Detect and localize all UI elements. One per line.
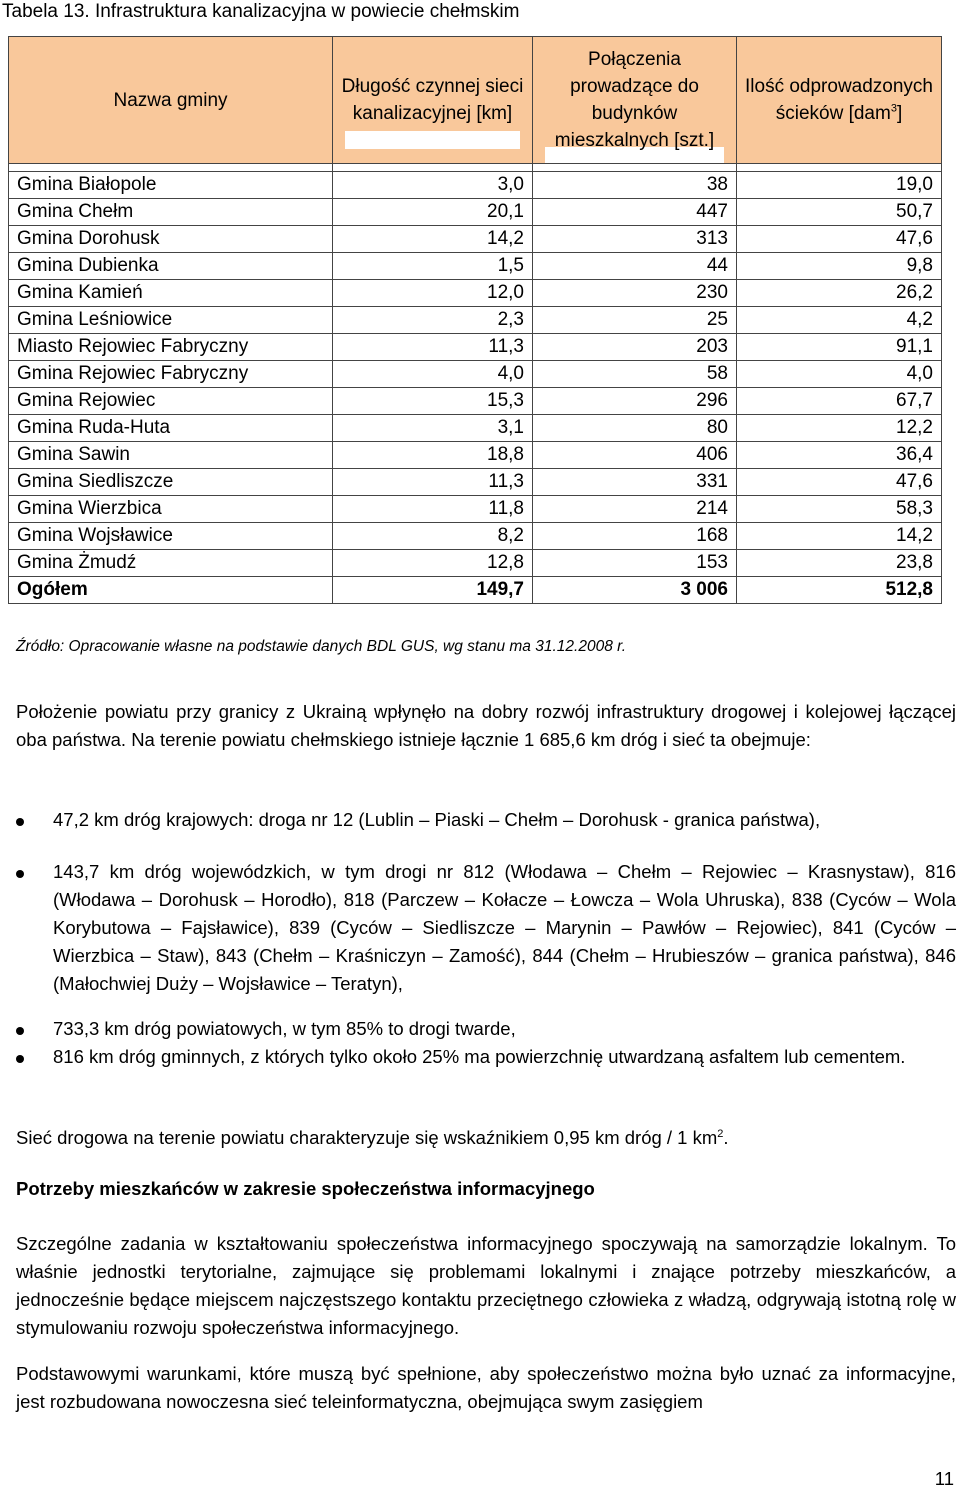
cell-sewage-volume: 12,2	[737, 415, 942, 442]
cell-network-length: 11,8	[333, 496, 533, 523]
source-note: Źródło: Opracowanie własne na podstawie danych BDL GUS, wg stanu ma 31.12.2008 r.	[16, 638, 627, 655]
cell-connections: 203	[533, 334, 737, 361]
cell-municipality: Gmina Chełm	[9, 199, 333, 226]
list-item: 733,3 km dróg powiatowych, w tym 85% to drogi twarde,	[16, 1015, 956, 1043]
paragraph-roads-intro: Położenie powiatu przy granicy z Ukrainą wpłynęło na dobry rozwój infrastruktury drogowej i kolejowej łączącej oba państwa. Na terenie powiatu chełmskiego istnieje łącznie 1 685,6 km dróg i sieć ta obejmuje:	[16, 701, 956, 750]
cell-sewage-volume: 512,8	[737, 577, 942, 604]
cell-sewage-volume: 36,4	[737, 442, 942, 469]
table-row	[9, 307, 942, 334]
cell-sewage-volume: 4,0	[737, 361, 942, 388]
cell-sewage-volume: 14,2	[737, 523, 942, 550]
cell-municipality: Gmina Wojsławice	[9, 523, 333, 550]
paragraph-road-density: Sieć drogowa na terenie powiatu charakteryzuje się wskaźnikiem 0,95 km dróg / 1 $km^2$.	[16, 1127, 729, 1148]
list-item: 143,7 km dróg wojewódzkich, w tym drogi nr 812 (Włodawa – Chełm – Rejowiec – Krasnystaw), 816 (Włodawa – Dorohusk – Horodło), 818 (Parczew – Kołacze – Łowcza – Wola Uhruska), 838 (Cyców – Wola Korybutowa – Fajsławice), 839 (Cyców – Siedliszcze – Marynin – Pawłów – Rejowiec), 841 (Cyców – Wierzbica – Staw), 843 (Chełm – Kraśniczyn – Zamość), 844 (Chełm – Hrubieszów – granica państwa), 846 (Małochwiej Duży – Wojsławice – Teratyn),	[16, 858, 956, 998]
cell-network-length: 20,1	[333, 199, 533, 226]
table-total-row	[9, 577, 942, 604]
cell-municipality: Miasto Rejowiec Fabryczny	[9, 334, 333, 361]
table-row	[9, 415, 942, 442]
header-connections: Połączenia prowadzące do budynków mieszkalnych [szt.]	[533, 37, 737, 164]
cell-connections: 296	[533, 388, 737, 415]
cell-municipality: Gmina Dorohusk	[9, 226, 333, 253]
cell-connections: 58	[533, 361, 737, 388]
cell-municipality: Gmina Kamień	[9, 280, 333, 307]
cell-municipality: Gmina Sawin	[9, 442, 333, 469]
cell-municipality: Gmina Ruda-Huta	[9, 415, 333, 442]
list-item: 816 km dróg gminnych, z których tylko około 25% ma powierzchnię utwardzaną asfaltem lub cementem.	[16, 1043, 956, 1071]
table-header-row	[9, 37, 942, 164]
table-row	[9, 361, 942, 388]
table-row	[9, 280, 942, 307]
cell-connections: 38	[533, 172, 737, 199]
table-row	[9, 496, 942, 523]
cell-municipality: Gmina Białopole	[9, 172, 333, 199]
cell-municipality: Gmina Rejowiec Fabryczny	[9, 361, 333, 388]
cell-connections: 80	[533, 415, 737, 442]
bullet-icon	[16, 818, 24, 826]
cell-connections: 331	[533, 469, 737, 496]
cell-sewage-volume: 4,2	[737, 307, 942, 334]
header-network-length: Długość czynnej sieci kanalizacyjnej [km]	[333, 37, 533, 164]
cell-municipality: Gmina Dubienka	[9, 253, 333, 280]
cell-network-length: 8,2	[333, 523, 533, 550]
cell-connections: 168	[533, 523, 737, 550]
cell-network-length: 1,5	[333, 253, 533, 280]
cell-network-length: 15,3	[333, 388, 533, 415]
sewerage-table	[8, 36, 942, 604]
cell-network-length: 2,3	[333, 307, 533, 334]
cell-sewage-volume: 9,8	[737, 253, 942, 280]
roads-bullet-list-3	[16, 1015, 956, 1071]
list-item: 47,2 km dróg krajowych: droga nr 12 (Lublin – Piaski – Chełm – Dorohusk - granica państwa),	[16, 806, 956, 834]
cell-sewage-volume: 47,6	[737, 226, 942, 253]
table-row	[9, 523, 942, 550]
table-row	[9, 199, 942, 226]
cell-network-length: 14,2	[333, 226, 533, 253]
table-caption: Tabela 13. Infrastruktura kanalizacyjna w powiecie chełmskim	[2, 1, 520, 22]
table-row	[9, 442, 942, 469]
cell-connections: 214	[533, 496, 737, 523]
cell-sewage-volume: 58,3	[737, 496, 942, 523]
cell-connections: 3 006	[533, 577, 737, 604]
cell-network-length: 18,8	[333, 442, 533, 469]
cell-municipality: Gmina Leśniowice	[9, 307, 333, 334]
paragraph-local-government: Szczególne zadania w kształtowaniu społeczeństwa informacyjnego spoczywają na samorządzie lokalnym. To właśnie jednostki terytorialne, zajmujące się problemami lokalnymi i znające potrzeby mieszkańców, a jednocześnie będące miejscem najczęstszego kontaktu przeciętnego człowieka z władzą, odgrywają istotną rolę w stymulowaniu rozwoju społeczeństwa informacyjnego.	[16, 1233, 956, 1338]
cell-municipality: Ogółem	[9, 577, 333, 604]
header-sewage-volume: Ilość odprowadzonych ścieków [dam$^3$]	[737, 37, 942, 164]
table-row	[9, 388, 942, 415]
spacer-row	[9, 164, 942, 172]
bullet-icon	[16, 1027, 24, 1035]
table-row	[9, 226, 942, 253]
table-row	[9, 334, 942, 361]
cell-network-length: 12,8	[333, 550, 533, 577]
cell-network-length: 12,0	[333, 280, 533, 307]
cell-sewage-volume: 67,7	[737, 388, 942, 415]
cell-municipality: Gmina Wierzbica	[9, 496, 333, 523]
roads-bullet-list	[16, 806, 956, 834]
cell-connections: 230	[533, 280, 737, 307]
page-number: 11	[934, 1468, 954, 1489]
cell-sewage-volume: 23,8	[737, 550, 942, 577]
cell-connections: 44	[533, 253, 737, 280]
cell-network-length: 3,1	[333, 415, 533, 442]
cell-network-length: 3,0	[333, 172, 533, 199]
cell-network-length: 11,3	[333, 469, 533, 496]
cell-connections: 447	[533, 199, 737, 226]
cell-sewage-volume: 26,2	[737, 280, 942, 307]
cell-sewage-volume: 50,7	[737, 199, 942, 226]
cell-sewage-volume: 91,1	[737, 334, 942, 361]
cell-sewage-volume: 47,6	[737, 469, 942, 496]
cell-connections: 313	[533, 226, 737, 253]
bullet-icon	[16, 1055, 24, 1063]
cell-municipality: Gmina Żmudź	[9, 550, 333, 577]
cell-municipality: Gmina Siedliszcze	[9, 469, 333, 496]
section-heading: Potrzeby mieszkańców w zakresie społeczeństwa informacyjnego	[16, 1178, 595, 1199]
cell-network-length: 4,0	[333, 361, 533, 388]
cell-connections: 25	[533, 307, 737, 334]
cell-sewage-volume: 19,0	[737, 172, 942, 199]
roads-bullet-list-2	[16, 858, 956, 998]
cell-municipality: Gmina Rejowiec	[9, 388, 333, 415]
bullet-icon	[16, 870, 24, 878]
header-municipality: Nazwa gminy	[9, 37, 333, 164]
cell-connections: 406	[533, 442, 737, 469]
table-row	[9, 469, 942, 496]
cell-connections: 153	[533, 550, 737, 577]
table-row	[9, 253, 942, 280]
cell-network-length: 149,7	[333, 577, 533, 604]
table-row	[9, 550, 942, 577]
cell-network-length: 11,3	[333, 334, 533, 361]
table-row	[9, 172, 942, 199]
paragraph-conditions: Podstawowymi warunkami, które muszą być spełnione, aby społeczeństwo można było uznać za informacyjne, jest rozbudowana nowoczesna sieć teleinformatyczna, obejmująca swym zasięgiem	[16, 1363, 956, 1412]
